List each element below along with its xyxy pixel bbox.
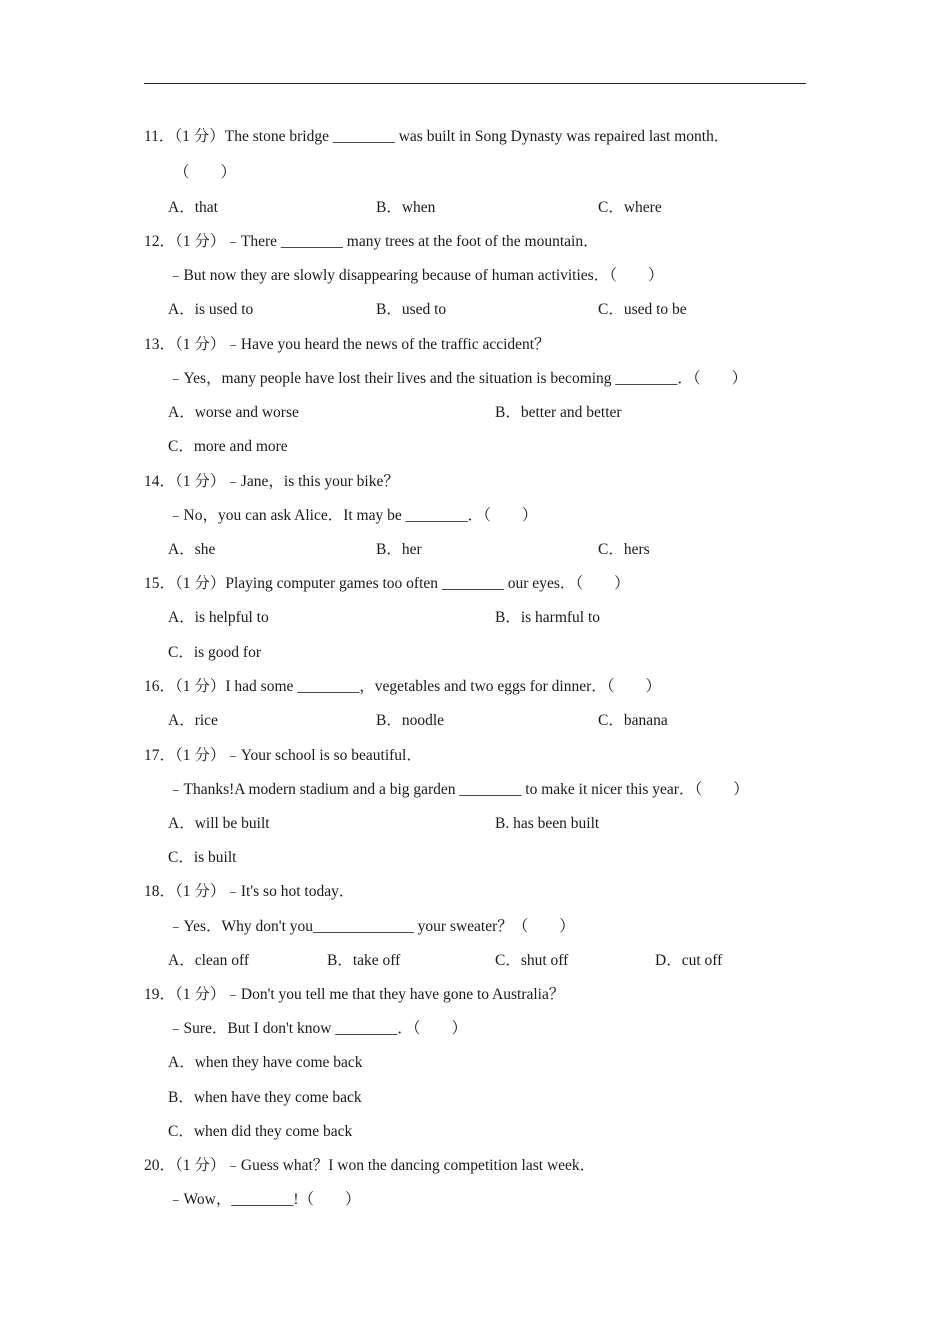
question-15-option-a: A．is helpful to	[168, 609, 269, 626]
question-14-option-a: A．she	[168, 541, 216, 558]
question-12-option-a: A．is used to	[168, 301, 254, 318]
question-14-option-c: C．hers	[598, 541, 650, 558]
question-19-option-a: A．when they have come back	[168, 1054, 363, 1071]
question-19-option-b: B．when have they come back	[168, 1089, 362, 1106]
question-19-option-c: C．when did they come back	[168, 1123, 353, 1140]
question-14-dialogue: ﹣No，you can ask Alice．It may be ________．（ ）	[168, 507, 538, 524]
question-12-dialogue: ﹣But now they are slowly disappearing because of human activities．（ ）	[168, 267, 664, 284]
question-15-stem: 15．（1 分）Playing computer games too often ________ our eyes．（ ）	[144, 575, 630, 592]
question-13-option-a: A．worse and worse	[168, 404, 299, 421]
question-14-stem: 14．（1 分）﹣Jane，is this your bike？	[144, 473, 399, 490]
question-17-option-c: C．is built	[168, 849, 237, 866]
header-rule	[144, 83, 806, 84]
question-11-option-b: B．when	[376, 199, 436, 216]
question-11-answer-blank: （ ）	[174, 164, 237, 181]
question-19-dialogue: ﹣Sure．But I don't know ________．（ ）	[168, 1020, 468, 1037]
question-12-stem: 12．（1 分）﹣There ________ many trees at the foot of the mountain．	[144, 233, 599, 250]
question-18-option-c: C．shut off	[495, 952, 569, 969]
question-18-option-d: D．cut off	[655, 952, 723, 969]
question-17-option-b: B. has been built	[495, 815, 600, 832]
question-11-option-a: A．that	[168, 199, 218, 216]
question-15-option-b: B．is harmful to	[495, 609, 601, 626]
question-19-stem: 19．（1 分）﹣Don't you tell me that they have gone to Australia？	[144, 986, 565, 1003]
question-16-option-c: C．banana	[598, 712, 668, 729]
question-17-option-a: A．will be built	[168, 815, 270, 832]
question-13-stem: 13．（1 分）﹣Have you heard the news of the traffic accident？	[144, 336, 550, 353]
question-18-option-a: A．clean off	[168, 952, 250, 969]
question-13-option-b: B．better and better	[495, 404, 622, 421]
question-12-option-c: C．used to be	[598, 301, 687, 318]
question-12-option-b: B．used to	[376, 301, 447, 318]
question-20-stem: 20．（1 分）﹣Guess what？I won the dancing competition last week．	[144, 1157, 596, 1174]
question-11-option-c: C．where	[598, 199, 662, 216]
question-18-stem: 18．（1 分）﹣It's so hot today．	[144, 883, 355, 900]
question-13-dialogue: ﹣Yes，many people have lost their lives and the situation is becoming ________．（ ）	[168, 370, 748, 387]
question-16-option-b: B．noodle	[376, 712, 445, 729]
question-11-stem: 11．（1 分）The stone bridge ________ was built in Song Dynasty was repaired last month．	[144, 128, 730, 145]
question-17-stem: 17．（1 分）﹣Your school is so beautiful．	[144, 747, 422, 764]
question-17-dialogue: ﹣Thanks!A modern stadium and a big garden ________ to make it nicer this year．（ ）	[168, 781, 749, 798]
question-18-option-b: B．take off	[327, 952, 401, 969]
question-18-dialogue: ﹣Yes．Why don't you_____________ your sweater？（ ）	[168, 918, 575, 935]
question-20-dialogue: ﹣Wow，________!（ ）	[168, 1191, 361, 1208]
question-16-stem: 16．（1 分）I had some ________，vegetables and two eggs for dinner．（ ）	[144, 678, 662, 695]
question-14-option-b: B．her	[376, 541, 422, 558]
question-16-option-a: A．rice	[168, 712, 218, 729]
question-13-option-c: C．more and more	[168, 438, 288, 455]
question-15-option-c: C．is good for	[168, 644, 262, 661]
